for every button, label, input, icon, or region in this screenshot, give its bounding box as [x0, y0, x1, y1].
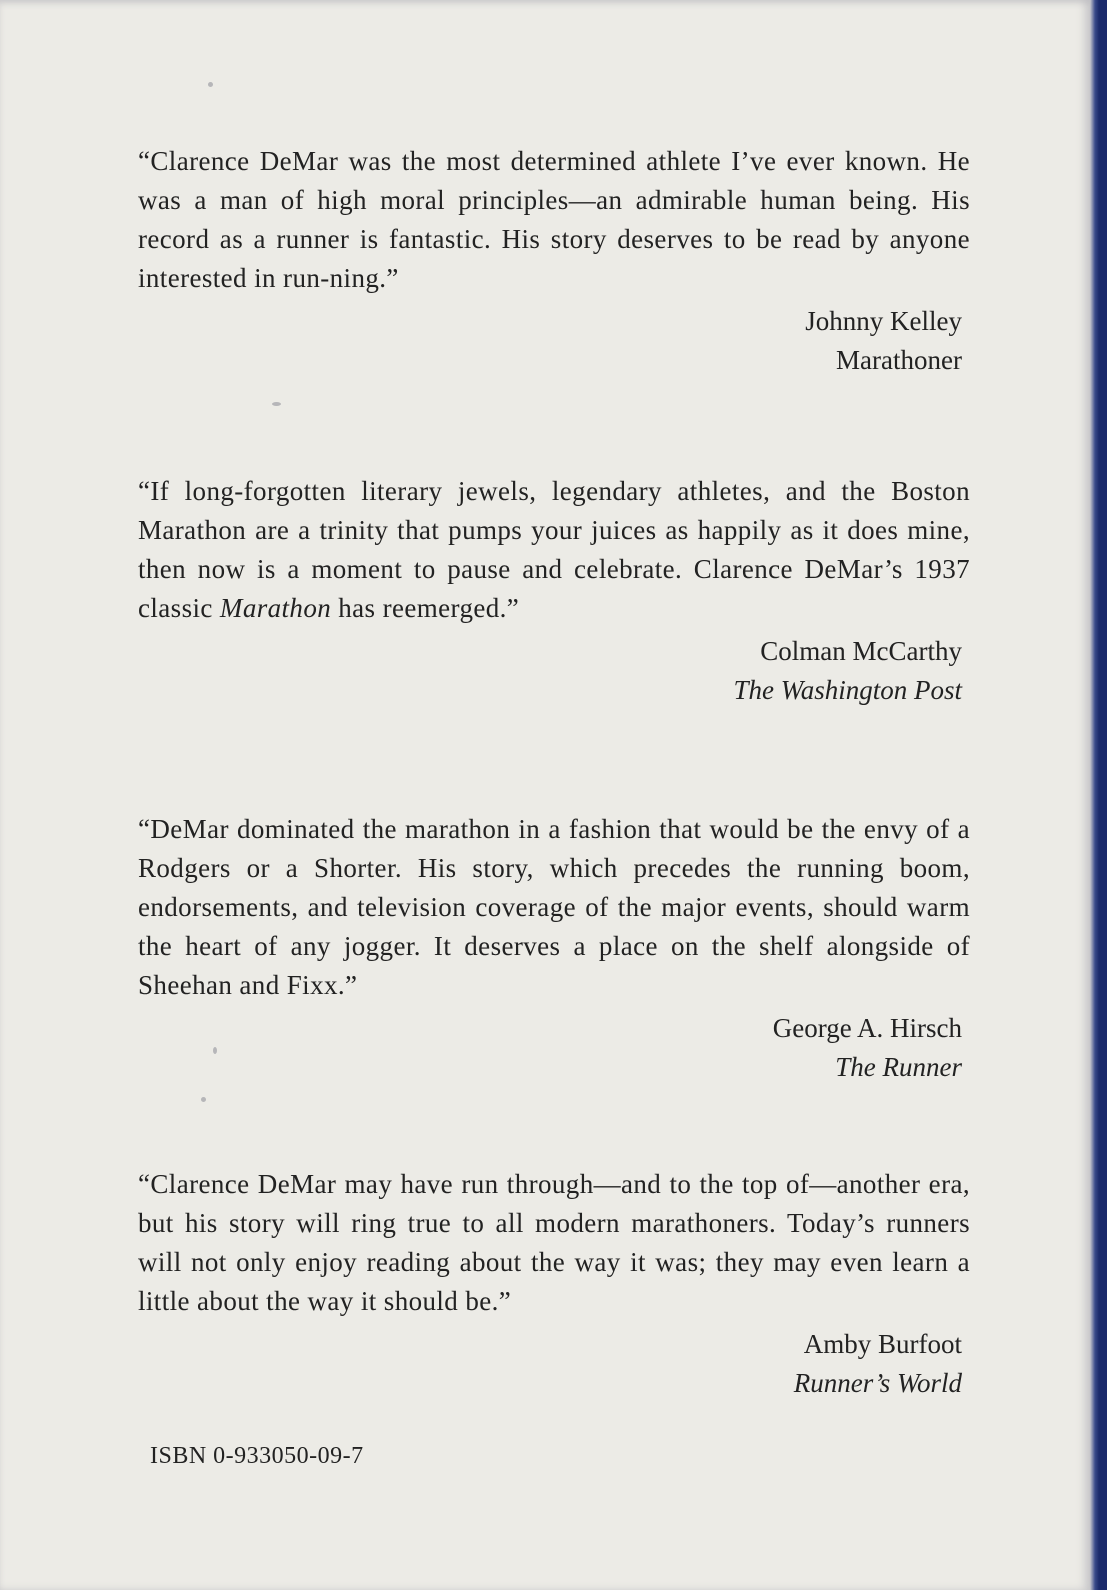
blurb-quote: “Clarence DeMar may have run through—and to the top of—another era, but his story will ring true to all modern marathoners. Today’s runners will not only enjoy reading about the way it was; they may even learn a little about the way it should be.” [138, 1169, 970, 1316]
blurb-source: Marathoner [836, 345, 962, 375]
blurb-attribution [138, 1325, 970, 1403]
blurb-source: Runner’s World [793, 1368, 962, 1398]
blurb-author: Johnny Kelley [805, 306, 962, 336]
blurb-quote: “Clarence DeMar was the most determined athlete I’ve ever known. He was a man of high moral principles—an admirable human being. His record as a runner is fantastic. His story deserves to be read by anyone interested in run-ning.” [138, 146, 970, 293]
blurb-source: The Washington Post [733, 675, 962, 705]
speck [201, 1097, 206, 1102]
blurb-quote: “DeMar dominated the marathon in a fashion that would be the envy of a Rodgers or a Shorter. His story, which precedes the running boom, endorsements, and television coverage of the major events, should warm the heart of any jogger. It deserves a place on the shelf alongside of Sheehan and Fixx.” [138, 814, 970, 1000]
blurb-attribution [138, 302, 970, 380]
blurb-attribution [138, 1009, 970, 1087]
isbn: ISBN 0-933050-09-7 [150, 1443, 364, 1469]
blurb-quote [138, 472, 970, 628]
blurb-source: The Runner [835, 1052, 962, 1082]
blurb-author: Colman McCarthy [760, 636, 962, 666]
blurb-amby-burfoot [138, 1165, 970, 1403]
blurb-author: George A. Hirsch [772, 1013, 962, 1043]
blurb-colman-mccarthy [138, 472, 970, 710]
blurb-george-hirsch [138, 810, 970, 1087]
book-title: Marathon [219, 593, 332, 623]
blurb-quote-text: “If long-forgotten literary jewels, legendary athletes, and the Boston Marathon are a trinity that pumps your juices as happily as it does mine, then now is a moment to pause and celebrate. Clarence DeMar’s 1937 classic [138, 476, 970, 623]
blurb-johnny-kelley [138, 142, 970, 380]
speck [208, 82, 213, 87]
blurb-quote-text: has reemerged.” [331, 593, 520, 623]
cover-edge [1090, 0, 1107, 1590]
speck [272, 402, 281, 406]
blurb-attribution [138, 632, 970, 710]
blurb-author: Amby Burfoot [803, 1329, 962, 1359]
